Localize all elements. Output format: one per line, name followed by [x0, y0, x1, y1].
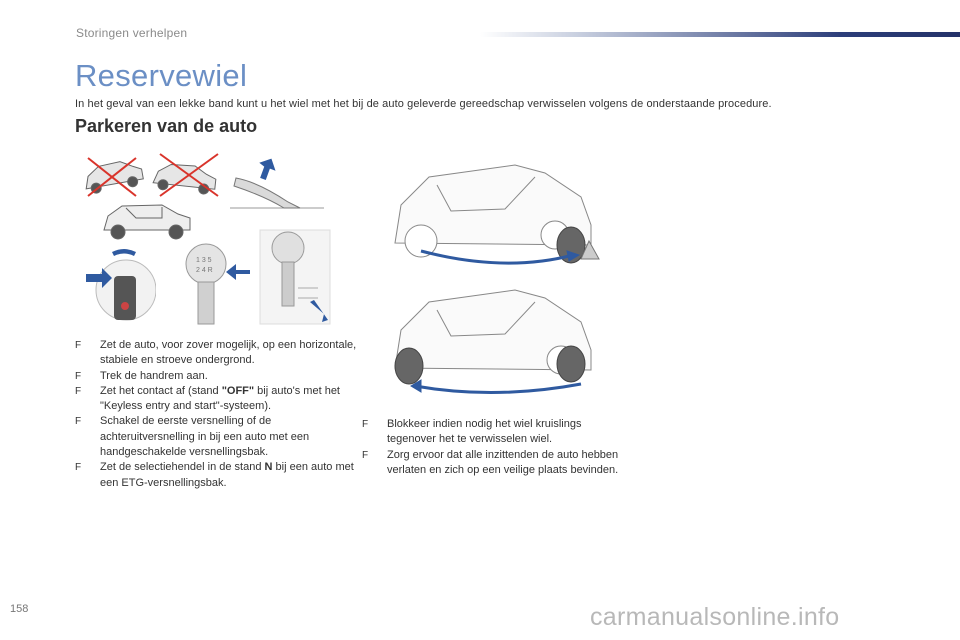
handbrake-illustration: [228, 156, 328, 218]
safety-steps-list: [362, 417, 622, 478]
car-slope-icon: [83, 154, 218, 239]
intro-text: In het geval van een lekke band kunt u het wiel met het bij de auto geleverde gereedschap verwisselen volgens de onderstaande procedure.: [75, 98, 772, 110]
selector-lever-illustration: [258, 228, 332, 326]
header-rule: [480, 32, 960, 37]
list-item: F Zet het contact af (stand "OFF" bij auto's met het "Keyless entry and start"-systeem).: [75, 384, 340, 413]
list-item: F Trek de handrem aan.: [75, 369, 360, 384]
checkbox-bullet-icon: F: [75, 416, 82, 428]
list-item: F Zet de selectiehendel in de stand N bij een auto met een ETG-versnellingsbak.: [75, 461, 354, 489]
wheel-chock-icon: [395, 165, 599, 263]
checkbox-bullet-icon: F: [362, 419, 369, 430]
gear-knob-illustration: [180, 242, 252, 326]
checkbox-bullet-icon: F: [75, 370, 82, 382]
selector-lever-icon: [260, 230, 330, 324]
checkbox-bullet-icon: F: [362, 449, 369, 461]
header-section-title: Storingen verhelpen: [76, 26, 188, 40]
handbrake-icon: [230, 156, 324, 208]
page-title: Reservewiel: [75, 58, 248, 93]
wheel-chock-illustration-top: [385, 155, 607, 275]
watermark: carmanualsonline.info: [590, 603, 840, 631]
wheel-chock-illustration-bottom: [385, 280, 607, 400]
parking-steps-list: [75, 338, 360, 491]
list-item: F Zet de auto, voor zover mogelijk, op een horizontale, stabiele en stroeve ondergrond.: [75, 339, 357, 367]
ignition-icon: [86, 249, 156, 320]
ignition-illustration: [84, 246, 156, 326]
section-heading: Parkeren van de auto: [75, 116, 258, 136]
checkbox-bullet-icon: F: [75, 340, 82, 351]
page-number: 158: [10, 603, 29, 615]
gear-knob-icon: [186, 244, 250, 324]
list-item: F Schakel de eerste versnelling of de achteruitversnelling in bij een auto met een handgeschakelde versnellingsbak.: [75, 415, 310, 459]
list-item: F Blokkeer indien nodig het wiel kruislings tegenover het te verwisselen wiel.: [362, 418, 582, 446]
car-slope-illustration: [76, 150, 224, 244]
checkbox-bullet-icon: F: [75, 462, 82, 474]
checkbox-bullet-icon: F: [75, 385, 82, 397]
list-item: F Zorg ervoor dat alle inzittenden de auto hebben verlaten en zich op een veilige plaats bevinden.: [362, 448, 619, 476]
svg-text:1 3 5: 1 3 5: [196, 257, 212, 264]
svg-text:2 4 R: 2 4 R: [196, 267, 213, 274]
